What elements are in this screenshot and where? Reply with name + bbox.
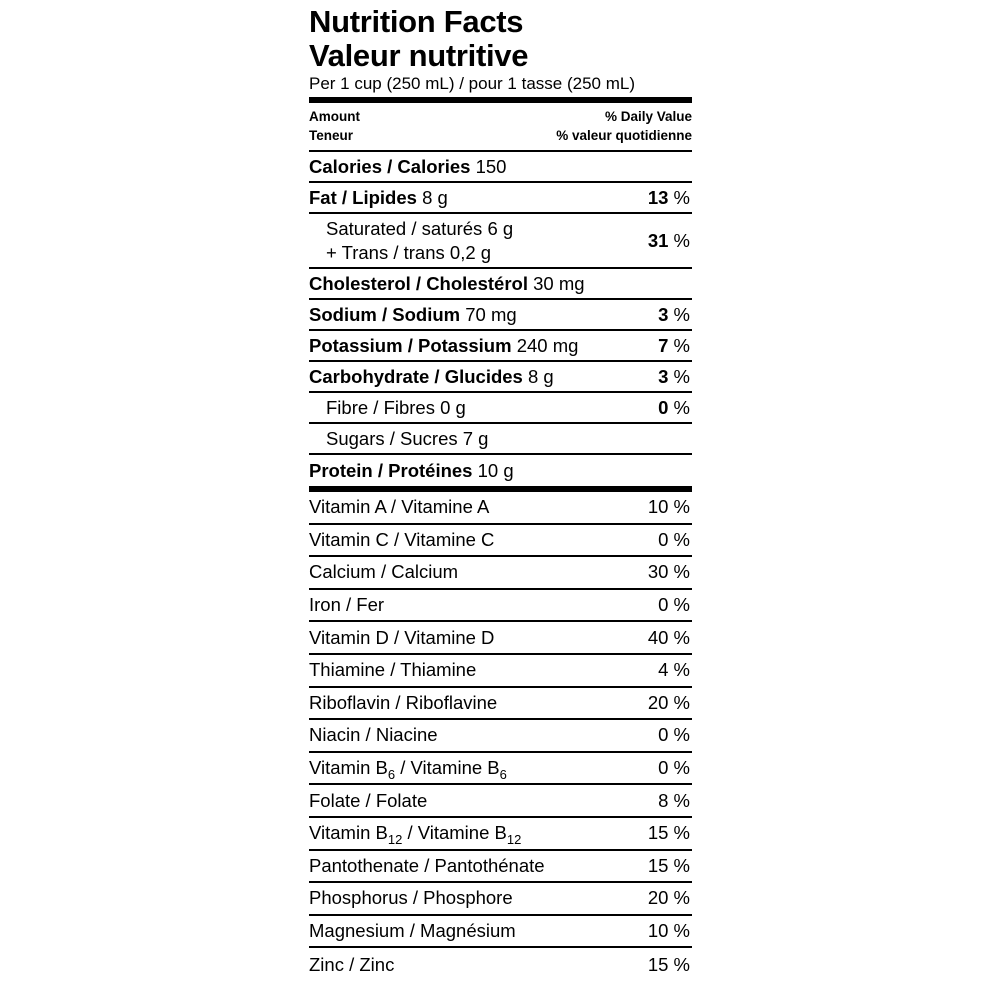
potassium-label: Potassium / Potassium	[309, 334, 512, 356]
folate-pct: 8 %	[658, 789, 690, 811]
sugars-row	[309, 424, 692, 455]
pantothenate-pct: 15 %	[647, 854, 690, 876]
calcium-label: Calcium / Calcium	[309, 561, 459, 583]
riboflavin-pct: 20 %	[647, 691, 690, 713]
sodium-amount: 70 mg	[465, 303, 517, 325]
vitamin-c-label: Vitamin C / Vitamine C	[309, 528, 495, 550]
calories-label: Calories / Calories	[309, 155, 471, 177]
pantothenate-label: Pantothenate / Pantothénate	[309, 854, 545, 876]
cholesterol-label: Cholesterol / Cholestérol	[309, 272, 528, 294]
riboflavin-label: Riboflavin / Riboflavine	[309, 691, 498, 713]
amount-header-fr: Teneur	[309, 128, 354, 143]
thiamine-pct: 4 %	[658, 659, 690, 681]
vitamin-c-row	[309, 525, 692, 558]
saturated-label: Saturated / saturés 6 g	[326, 217, 514, 239]
percent-sign: %	[668, 365, 690, 387]
fat-amount: 8 g	[422, 186, 448, 208]
vitamin-b6-pct: 0 %	[658, 757, 690, 779]
vitamins-minerals-section	[309, 492, 692, 981]
vitamin-b12-en: Vitamin B	[309, 822, 388, 844]
potassium-amount: 240 mg	[516, 334, 579, 356]
magnesium-label: Magnesium / Magnésium	[309, 920, 516, 942]
calcium-pct: 30 %	[647, 561, 690, 583]
zinc-label: Zinc / Zinc	[309, 953, 395, 975]
daily-value-header-en: % Daily Value	[604, 109, 692, 124]
carbohydrate-pct: 3	[658, 365, 669, 387]
fat-pct: 13	[647, 186, 669, 208]
sodium-row	[309, 300, 692, 331]
riboflavin-row	[309, 688, 692, 721]
title-english: Nutrition Facts	[309, 4, 524, 39]
amount-header-en: Amount	[309, 109, 360, 124]
vitamin-b6-row	[309, 753, 692, 786]
vitamin-d-row	[309, 622, 692, 655]
niacin-row	[309, 720, 692, 753]
magnesium-row	[309, 916, 692, 949]
vitamin-a-pct: 10 %	[647, 496, 690, 518]
protein-label: Protein / Protéines	[309, 459, 473, 481]
vitamin-c-pct: 0 %	[658, 528, 690, 550]
vitamin-b12-pct: 15 %	[647, 822, 690, 844]
carbohydrate-row	[309, 362, 692, 393]
folate-label: Folate / Folate	[309, 789, 428, 811]
calories-value: 150	[475, 155, 507, 177]
vitamin-a-label: Vitamin A / Vitamine A	[309, 496, 490, 518]
zinc-pct: 15 %	[647, 953, 690, 975]
thiamine-label: Thiamine / Thiamine	[309, 659, 477, 681]
calcium-row	[309, 557, 692, 590]
trans-label: + Trans / trans 0,2 g	[326, 241, 492, 263]
zinc-row	[309, 948, 692, 981]
vitamin-b6-subscript: 6	[387, 767, 396, 783]
sodium-pct: 3	[658, 303, 669, 325]
vitamin-b6-en: Vitamin B	[309, 757, 388, 779]
phosphorus-pct: 20 %	[647, 887, 690, 909]
niacin-pct: 0 %	[658, 724, 690, 746]
iron-row	[309, 590, 692, 623]
percent-sign: %	[668, 396, 690, 418]
sugars-label: Sugars / Sucres 7 g	[326, 427, 489, 449]
potassium-pct: 7	[658, 334, 669, 356]
fibre-label: Fibre / Fibres 0 g	[326, 396, 466, 418]
percent-sign: %	[668, 303, 690, 325]
vitamin-b12-subscript: 12	[387, 832, 403, 848]
vitamin-b6-subscript: 6	[499, 767, 507, 783]
folate-row	[309, 785, 692, 818]
carbohydrate-amount: 8 g	[527, 365, 554, 387]
fibre-row	[309, 393, 692, 424]
percent-sign: %	[668, 334, 690, 356]
vitamin-b6-label	[309, 757, 507, 783]
cholesterol-amount: 30 mg	[533, 272, 585, 294]
protein-amount: 10 g	[477, 459, 514, 481]
thiamine-row	[309, 655, 692, 688]
calories-row	[309, 152, 692, 183]
vitamin-b6-fr: / Vitamine B	[395, 757, 500, 779]
pantothenate-row	[309, 851, 692, 884]
phosphorus-label: Phosphorus / Phosphore	[309, 887, 513, 909]
title-french: Valeur nutritive	[309, 38, 529, 73]
fat-label: Fat / Lipides	[309, 186, 417, 208]
vitamin-a-row	[309, 492, 692, 525]
sodium-label: Sodium / Sodium	[309, 303, 461, 325]
daily-value-header-fr: % valeur quotidienne	[556, 128, 692, 143]
magnesium-pct: 10 %	[647, 920, 690, 942]
percent-sign: %	[668, 186, 690, 208]
nutrition-facts-label	[309, 0, 692, 981]
niacin-label: Niacin / Niacine	[309, 724, 438, 746]
vitamin-b12-fr: / Vitamine B	[402, 822, 507, 844]
vitamin-b12-row	[309, 818, 692, 851]
serving-size: Per 1 cup (250 mL) / pour 1 tasse (250 mL)	[309, 74, 635, 93]
protein-row	[309, 455, 692, 486]
daily-value-header	[556, 107, 692, 145]
phosphorus-row	[309, 883, 692, 916]
vitamin-d-pct: 40 %	[647, 626, 690, 648]
saturated-trans-row	[309, 214, 692, 269]
iron-pct: 0 %	[658, 594, 690, 616]
vitamin-d-label: Vitamin D / Vitamine D	[309, 626, 495, 648]
potassium-row	[309, 331, 692, 362]
vitamin-b12-subscript: 12	[506, 832, 522, 848]
amount-header	[309, 107, 360, 145]
iron-label: Iron / Fer	[309, 594, 385, 616]
fat-row	[309, 183, 692, 214]
vitamin-b12-label	[309, 822, 522, 848]
percent-sign: %	[668, 229, 690, 251]
saturated-pct: 31	[647, 229, 669, 251]
carbohydrate-label: Carbohydrate / Glucides	[309, 365, 523, 387]
column-header	[309, 103, 692, 152]
cholesterol-row	[309, 269, 692, 300]
fibre-pct: 0	[658, 396, 669, 418]
